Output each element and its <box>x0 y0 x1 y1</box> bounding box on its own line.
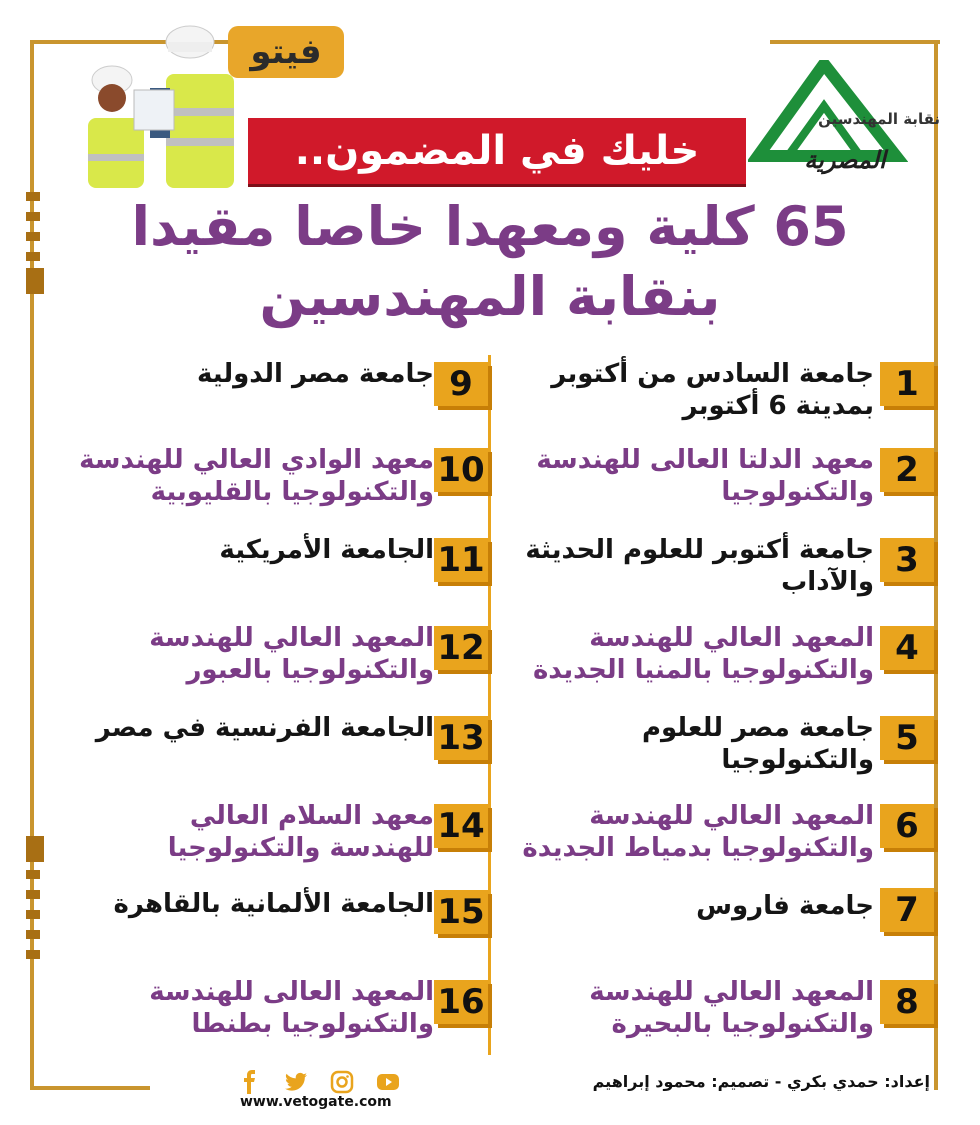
item-number: 10 <box>434 448 488 492</box>
item-number: 8 <box>880 980 934 1024</box>
frame-decoration <box>26 268 44 294</box>
list-item <box>500 444 930 524</box>
frame-decoration <box>26 930 40 939</box>
item-number: 4 <box>880 626 934 670</box>
instagram-icon[interactable] <box>330 1070 354 1094</box>
vetogate-logo: فيتو <box>228 26 344 78</box>
list-item <box>50 712 490 772</box>
frame-decoration <box>26 836 44 862</box>
item-label: الجامعة الفرنسية في مصر <box>95 713 434 743</box>
frame-decoration <box>26 870 40 879</box>
list-item <box>50 534 490 594</box>
item-label: المعهد العالي للهندسة والتكنولوجيا بالبحيرة <box>589 977 874 1039</box>
item-label: الجامعة الأمريكية <box>219 535 434 565</box>
headline <box>120 192 860 332</box>
frame-decoration <box>26 232 40 241</box>
item-label: المعهد العالى للهندسة والتكنولوجيا بطنطا <box>149 977 434 1039</box>
youtube-icon[interactable] <box>376 1070 400 1094</box>
list-item <box>50 358 490 418</box>
item-number: 7 <box>880 888 934 932</box>
item-number: 6 <box>880 804 934 848</box>
list-item <box>500 800 930 880</box>
item-label: معهد الدلتا العالى للهندسة والتكنولوجيا <box>536 445 874 507</box>
item-label: المعهد العالي للهندسة والتكنولوجيا بدمياط الجديدة <box>522 801 874 863</box>
item-number: 13 <box>434 716 488 760</box>
item-number: 5 <box>880 716 934 760</box>
item-number: 11 <box>434 538 488 582</box>
headline-line-2: بنقابة المهندسين <box>259 265 721 328</box>
item-number: 2 <box>880 448 934 492</box>
item-label: جامعة أكتوبر للعلوم الحديثة والآداب <box>525 535 874 597</box>
item-label: جامعة السادس من أكتوبر بمدينة 6 أكتوبر <box>551 359 874 421</box>
list-item <box>500 534 930 614</box>
frame-right <box>934 40 938 1090</box>
frame-decoration <box>26 950 40 959</box>
item-label: المعهد العالي للهندسة والتكنولوجيا بالمنيا الجديدة <box>532 623 874 685</box>
frame-decoration <box>26 910 40 919</box>
list-item <box>500 358 930 438</box>
frame-decoration <box>26 192 40 201</box>
item-number: 12 <box>434 626 488 670</box>
facebook-icon[interactable] <box>238 1070 262 1094</box>
list-item <box>500 976 930 1056</box>
list-item <box>50 886 490 946</box>
list-item <box>500 888 930 948</box>
item-number: 1 <box>880 362 934 406</box>
list-item <box>500 622 930 702</box>
item-label: الجامعة الألمانية بالقاهرة <box>113 889 434 919</box>
list-item <box>50 976 490 1056</box>
syndicate-name: نقابة المهندسين <box>818 110 940 128</box>
item-number: 9 <box>434 362 488 406</box>
item-number: 15 <box>434 890 488 934</box>
banner-title: خليك في المضمون.. <box>248 118 746 184</box>
item-label: معهد الوادي العالي للهندسة والتكنولوجيا بالقليوبية <box>79 445 434 507</box>
item-label: جامعة مصر للعلوم والتكنولوجيا <box>641 713 874 775</box>
item-number: 3 <box>880 538 934 582</box>
item-label: جامعة مصر الدولية <box>196 359 434 389</box>
list-item <box>50 800 490 880</box>
social-links <box>238 1070 398 1094</box>
item-label: المعهد العالي للهندسة والتكنولوجيا بالعبور <box>149 623 434 685</box>
frame-decoration <box>26 252 40 261</box>
item-label: جامعة فاروس <box>696 891 874 921</box>
syndicate-country: المصرية <box>804 146 886 174</box>
credits-text: إعداد: حمدي بكري - تصميم: محمود إبراهيم <box>592 1072 930 1091</box>
list-item <box>50 622 490 702</box>
frame-top-right <box>770 40 940 44</box>
frame-decoration <box>26 890 40 899</box>
frame-bottom <box>30 1086 150 1090</box>
headline-line-1: 65 كلية ومعهدا خاصا مقيدا <box>131 195 849 258</box>
frame-decoration <box>26 212 40 221</box>
list-item <box>50 444 490 524</box>
item-number: 14 <box>434 804 488 848</box>
twitter-icon[interactable] <box>284 1070 308 1094</box>
list-item <box>500 712 930 792</box>
website-url[interactable]: www.vetogate.com <box>240 1094 392 1110</box>
item-label: معهد السلام العالي للهندسة والتكنولوجيا <box>167 801 434 863</box>
item-number: 16 <box>434 980 488 1024</box>
engineers-image <box>78 18 248 188</box>
